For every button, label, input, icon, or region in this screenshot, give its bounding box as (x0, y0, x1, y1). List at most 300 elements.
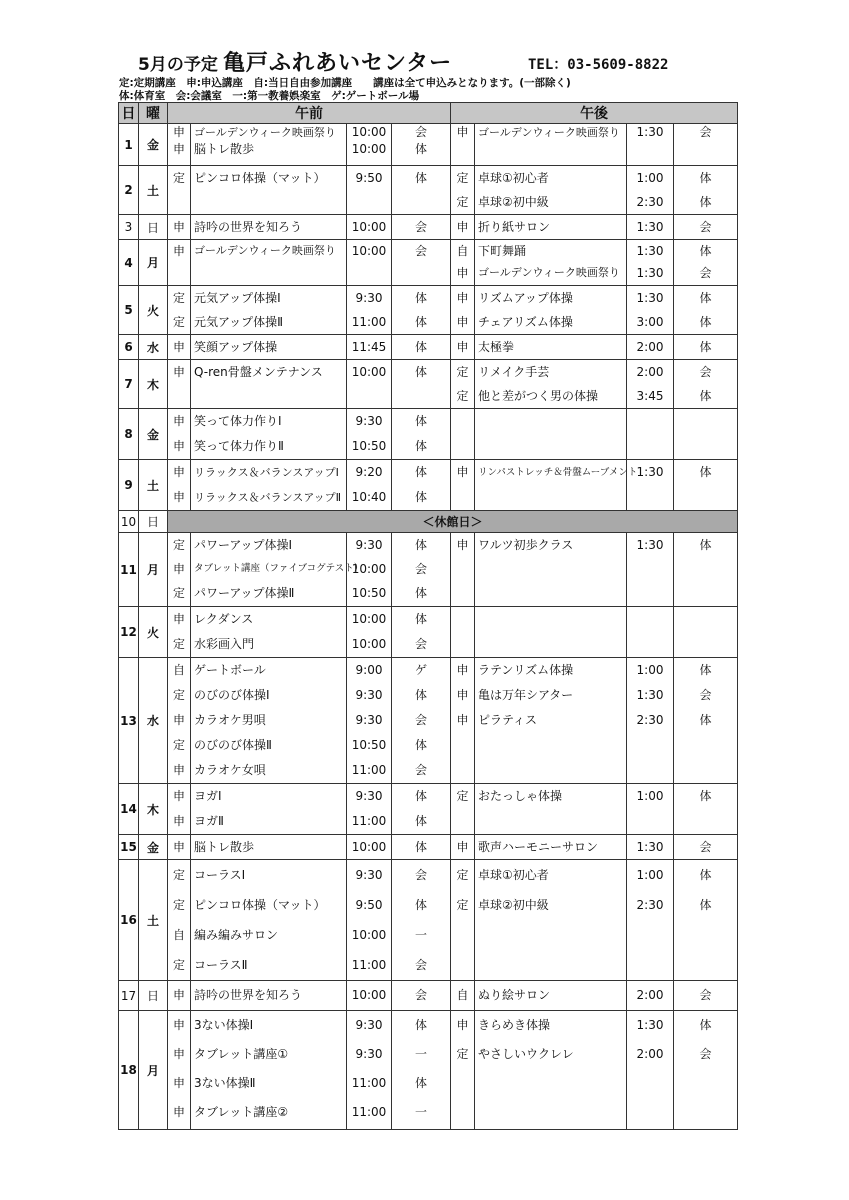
am-room-cell (392, 124, 451, 166)
pm-room: 体 (699, 465, 712, 479)
am-title: ゲートボール (194, 663, 266, 677)
pm-time-cell (627, 240, 674, 286)
am-time: 9:30 (355, 538, 383, 552)
pm-room-cell (674, 860, 738, 981)
am-title: 3ない体操Ⅰ (194, 1018, 254, 1032)
am-room-cell (392, 460, 451, 511)
am-title-cell (191, 607, 347, 658)
pm-type: 定 (456, 365, 469, 379)
pm-title-cell (475, 360, 627, 409)
am-time: 10:00 (351, 988, 387, 1002)
pm-room-cell (674, 360, 738, 409)
pm-room: 体 (699, 789, 712, 803)
weekday: 金 (139, 124, 168, 166)
weekday: 水 (139, 335, 168, 360)
pm-time: 2:30 (636, 713, 664, 727)
am-time-cell (347, 409, 392, 460)
weekday: 月 (139, 1011, 168, 1130)
am-room: 会 (414, 637, 427, 651)
am-time: 11:00 (351, 315, 387, 329)
pm-title: 卓球①初心者 (478, 171, 549, 185)
am-title-cell (191, 784, 347, 835)
pm-time: 1:00 (636, 171, 664, 185)
am-time: 9:30 (355, 713, 383, 727)
am-title-cell (191, 835, 347, 860)
am-room: 会 (414, 958, 427, 972)
month-label: 5月の予定 (138, 55, 218, 75)
pm-title-cell (475, 658, 627, 784)
am-time: 10:00 (351, 142, 387, 156)
pm-room: 体 (699, 868, 712, 882)
day-number: 11 (119, 533, 139, 607)
am-type: 定 (172, 538, 185, 552)
am-title: ゴールデンウィーク映画祭り (194, 244, 336, 257)
am-title-cell (191, 215, 347, 240)
pm-title: きらめき体操 (478, 1018, 551, 1032)
closed-day-banner: ＜休館日＞ (168, 511, 738, 533)
am-time: 10:00 (351, 637, 387, 651)
pm-room: 会 (699, 125, 712, 139)
weekday: 土 (139, 460, 168, 511)
col-weekday-header: 曜 (139, 103, 168, 124)
am-type-cell (168, 533, 191, 607)
am-title: 笑顔アップ体操 (194, 340, 278, 354)
am-title: パワーアップ体操Ⅰ (194, 538, 293, 552)
pm-type-cell (451, 360, 475, 409)
table-row (119, 511, 738, 533)
am-type: 定 (172, 637, 185, 651)
am-type: 定 (172, 315, 185, 329)
pm-title: おたっしゃ体操 (478, 789, 563, 803)
am-type-cell (168, 286, 191, 335)
weekday: 月 (139, 240, 168, 286)
pm-type-cell (451, 533, 475, 607)
pm-title: 亀は万年シアター (478, 688, 574, 702)
pm-title: ゴールデンウィーク映画祭り (478, 126, 620, 139)
pm-type: 申 (456, 465, 469, 479)
pm-type: 自 (456, 988, 469, 1002)
am-room-cell (392, 658, 451, 784)
am-title: タブレット講座② (194, 1105, 289, 1119)
pm-time-cell (627, 409, 674, 460)
pm-type: 定 (456, 171, 469, 185)
am-type: 定 (172, 586, 185, 600)
am-type: 申 (172, 814, 185, 828)
am-time-cell (347, 240, 392, 286)
am-title: コーラスⅠ (194, 868, 246, 882)
pm-room-cell (674, 607, 738, 658)
table-row (119, 409, 738, 460)
am-type: 定 (172, 291, 185, 305)
table-row (119, 860, 738, 981)
pm-title-cell (475, 409, 627, 460)
day-number: 15 (119, 835, 139, 860)
am-type: 申 (172, 763, 185, 777)
pm-header: 午後 (451, 103, 738, 124)
am-type: 定 (172, 898, 185, 912)
pm-time: 2:00 (636, 340, 664, 354)
am-title: タブレット講座① (194, 1047, 289, 1061)
pm-type: 定 (456, 195, 469, 209)
am-type: 定 (172, 868, 185, 882)
pm-type-cell (451, 460, 475, 511)
pm-type: 定 (456, 868, 469, 882)
pm-time-cell (627, 124, 674, 166)
day-number: 18 (119, 1011, 139, 1130)
am-type: 申 (172, 840, 185, 854)
am-room-cell (392, 215, 451, 240)
am-title: 元気アップ体操Ⅱ (194, 315, 284, 329)
am-time: 9:30 (355, 868, 383, 882)
am-title: カラオケ男唄 (194, 713, 266, 727)
pm-type-cell (451, 335, 475, 360)
am-time: 10:00 (351, 840, 387, 854)
pm-title-cell (475, 460, 638, 511)
am-room: 体 (414, 340, 427, 354)
am-type: 申 (172, 340, 185, 354)
am-room: 体 (414, 538, 427, 552)
am-title-cell (191, 409, 347, 460)
schedule-table (118, 102, 738, 1130)
schedule-body (119, 124, 738, 1130)
am-title-cell (191, 240, 347, 286)
day-number: 8 (119, 409, 139, 460)
pm-time: 1:30 (636, 220, 664, 234)
am-time: 11:00 (351, 814, 387, 828)
pm-room: 体 (699, 713, 712, 727)
am-time: 10:00 (351, 612, 387, 626)
am-title-cell (191, 286, 347, 335)
pm-time: 1:30 (636, 465, 664, 479)
am-time: 10:40 (351, 490, 387, 504)
am-room: 体 (414, 738, 427, 752)
pm-room-cell (674, 1011, 738, 1130)
pm-room-cell (674, 460, 738, 511)
pm-room: 会 (699, 1047, 712, 1061)
am-title: Q-ren骨盤メンテナンス (194, 365, 323, 379)
pm-title-cell (475, 240, 627, 286)
pm-type-cell (451, 166, 475, 215)
weekday: 金 (139, 835, 168, 860)
am-time: 11:00 (351, 1105, 387, 1119)
am-room-cell (392, 335, 451, 360)
am-type: 申 (172, 1018, 185, 1032)
am-room-cell (392, 835, 451, 860)
am-room-cell (392, 286, 451, 335)
am-title: 笑って体力作りⅠ (194, 414, 282, 428)
am-type: 申 (172, 713, 185, 727)
pm-type: 定 (456, 389, 469, 403)
am-title-cell (191, 335, 347, 360)
day-number: 16 (119, 860, 139, 981)
am-title: 笑って体力作りⅡ (194, 439, 284, 453)
pm-type-cell (451, 658, 475, 784)
am-room: 体 (414, 789, 427, 803)
table-row (119, 124, 738, 166)
am-time: 9:30 (355, 688, 383, 702)
am-title: 脳トレ散歩 (194, 840, 255, 854)
am-room: 体 (414, 898, 427, 912)
am-type: 申 (172, 490, 185, 504)
pm-room: 会 (699, 266, 712, 280)
am-title: ピンコロ体操（マット） (194, 898, 326, 912)
pm-title: ラテンリズム体操 (478, 663, 574, 677)
am-time-cell (347, 335, 392, 360)
am-type: 定 (172, 738, 185, 752)
am-room: 会 (414, 713, 427, 727)
pm-room-cell (674, 835, 738, 860)
am-type-cell (168, 658, 191, 784)
am-time: 9:50 (355, 898, 383, 912)
am-type: 申 (172, 125, 185, 139)
am-room: 体 (414, 1076, 427, 1090)
pm-title: ワルツ初歩クラス (478, 538, 574, 552)
pm-title: チェアリズム体操 (478, 315, 573, 329)
pm-title-cell (475, 860, 627, 981)
am-time: 9:20 (355, 465, 383, 479)
telephone: TEL：03-5609-8822 (528, 57, 669, 73)
pm-type-cell (451, 215, 475, 240)
pm-type-cell (451, 835, 475, 860)
am-room: 体 (414, 465, 427, 479)
am-time: 9:30 (355, 414, 383, 428)
pm-type-cell (451, 607, 475, 658)
weekday: 土 (139, 166, 168, 215)
am-room: 体 (414, 315, 427, 329)
pm-time-cell (627, 335, 674, 360)
am-type-cell (168, 360, 191, 409)
pm-time: 2:30 (636, 898, 664, 912)
am-type: 自 (172, 928, 185, 942)
day-number: 3 (119, 215, 139, 240)
am-room: 体 (414, 171, 427, 185)
table-row (119, 658, 738, 784)
am-type-cell (168, 784, 191, 835)
day-number: 10 (119, 511, 139, 533)
am-title: リラックス＆バランスアップⅠ (194, 466, 339, 479)
am-title-cell (191, 360, 347, 409)
pm-type-cell (451, 981, 475, 1011)
am-type-cell (168, 215, 191, 240)
am-type-cell (168, 335, 191, 360)
pm-title-cell (475, 607, 627, 658)
am-room: 会 (414, 220, 427, 234)
pm-title-cell (475, 286, 627, 335)
pm-room-cell (674, 409, 738, 460)
pm-room-cell (674, 286, 738, 335)
am-time-cell (347, 981, 392, 1011)
pm-title-cell (475, 835, 627, 860)
pm-room-cell (674, 166, 738, 215)
pm-title: リンパストレッチ＆骨盤ムーブメント (478, 467, 638, 478)
pm-room: 体 (699, 389, 712, 403)
am-title-cell (191, 460, 347, 511)
am-type-cell (168, 124, 191, 166)
pm-type: 申 (456, 840, 469, 854)
am-time: 11:00 (351, 1076, 387, 1090)
table-row (119, 1011, 738, 1130)
am-room: 体 (414, 1018, 427, 1032)
pm-title: ピラティス (478, 713, 538, 727)
am-time: 10:00 (351, 244, 387, 258)
pm-room: 会 (699, 365, 712, 379)
pm-type: 申 (456, 220, 469, 234)
am-type: 申 (172, 244, 185, 258)
am-title: 3ない体操Ⅱ (194, 1076, 256, 1090)
pm-room-cell (674, 981, 738, 1011)
weekday: 木 (139, 784, 168, 835)
am-time: 10:50 (351, 586, 387, 600)
pm-type: 定 (456, 1047, 469, 1061)
am-title: リラックス＆バランスアップⅡ (194, 491, 341, 504)
legend-rooms: 体:体育室 会:会議室 一:第一教養娯楽室 ゲ:ゲートボール場 (119, 90, 420, 102)
table-header-row (119, 103, 738, 124)
am-time: 10:00 (351, 562, 387, 576)
am-type: 申 (172, 612, 185, 626)
pm-time: 2:00 (636, 988, 664, 1002)
pm-title: リズムアップ体操 (478, 291, 573, 305)
weekday: 日 (139, 511, 168, 533)
pm-room: 体 (699, 1018, 712, 1032)
pm-time-cell (627, 360, 674, 409)
am-time: 9:00 (355, 663, 383, 677)
am-time: 9:30 (355, 1018, 383, 1032)
am-time-cell (347, 215, 392, 240)
weekday: 火 (139, 286, 168, 335)
pm-time-cell (627, 1011, 674, 1130)
am-room-cell (392, 981, 451, 1011)
am-time: 10:00 (351, 928, 387, 942)
pm-title-cell (475, 166, 627, 215)
am-type: 定 (172, 688, 185, 702)
pm-type-cell (451, 286, 475, 335)
am-header: 午前 (168, 103, 451, 124)
am-type: 申 (172, 220, 185, 234)
pm-time: 3:00 (636, 315, 664, 329)
table-row (119, 286, 738, 335)
pm-time-cell (627, 658, 674, 784)
pm-title: ぬり絵サロン (478, 988, 551, 1002)
pm-title: 歌声ハーモニーサロン (478, 840, 599, 854)
pm-type: 申 (456, 1018, 469, 1032)
am-room-cell (392, 533, 451, 607)
pm-room-cell (674, 533, 738, 607)
am-type-cell (168, 981, 191, 1011)
pm-room: 体 (699, 340, 712, 354)
am-room: 会 (414, 562, 427, 576)
day-number: 4 (119, 240, 139, 286)
pm-type-cell (451, 860, 475, 981)
am-room: 会 (414, 988, 427, 1002)
table-row (119, 784, 738, 835)
pm-type-cell (451, 124, 475, 166)
am-title: ヨガⅡ (194, 814, 224, 828)
am-type: 申 (172, 365, 185, 379)
pm-title: 太極拳 (478, 340, 515, 354)
am-type-cell (168, 166, 191, 215)
pm-room: 体 (699, 898, 712, 912)
weekday: 日 (139, 981, 168, 1011)
weekday: 水 (139, 658, 168, 784)
pm-room: 会 (699, 220, 712, 234)
am-time: 9:30 (355, 789, 383, 803)
pm-type: 申 (456, 266, 469, 280)
pm-time-cell (627, 835, 674, 860)
pm-type-cell (451, 409, 475, 460)
am-time: 10:50 (351, 738, 387, 752)
am-time: 11:00 (351, 958, 387, 972)
pm-time-cell (627, 215, 674, 240)
am-title: パワーアップ体操Ⅱ (194, 586, 295, 600)
day-number: 2 (119, 166, 139, 215)
weekday: 金 (139, 409, 168, 460)
pm-title-cell (475, 124, 627, 166)
am-title: 詩吟の世界を知ろう (194, 988, 303, 1002)
table-row (119, 215, 738, 240)
am-type: 申 (172, 1076, 185, 1090)
pm-title: ゴールデンウィーク映画祭り (478, 266, 620, 279)
day-number: 13 (119, 658, 139, 784)
pm-room: 会 (699, 688, 712, 702)
am-room: 会 (414, 244, 427, 258)
pm-room: 体 (699, 291, 712, 305)
pm-room: 体 (699, 171, 712, 185)
am-time-cell (347, 286, 392, 335)
am-room: 体 (414, 612, 427, 626)
weekday: 日 (139, 215, 168, 240)
am-time: 10:00 (351, 220, 387, 234)
pm-title: リメイク手芸 (478, 365, 550, 379)
am-title: ゴールデンウィーク映画祭り (194, 126, 336, 139)
pm-title: 卓球①初心者 (478, 868, 549, 882)
am-type-cell (168, 460, 191, 511)
am-room: 一 (414, 1047, 427, 1061)
am-title: カラオケ女唄 (194, 763, 266, 777)
pm-title-cell (475, 215, 627, 240)
pm-title: 卓球②初中級 (478, 195, 549, 209)
am-time-cell (347, 166, 392, 215)
am-time: 11:00 (351, 763, 387, 777)
table-row (119, 166, 738, 215)
am-type: 定 (172, 171, 185, 185)
pm-time: 1:30 (636, 125, 664, 139)
day-number: 12 (119, 607, 139, 658)
am-room: 体 (414, 142, 427, 156)
pm-time: 3:45 (636, 389, 664, 403)
am-room: 会 (414, 763, 427, 777)
am-time-cell (347, 124, 392, 166)
pm-room-cell (674, 784, 738, 835)
pm-time-cell (627, 981, 674, 1011)
pm-time-cell (627, 286, 674, 335)
am-title: レクダンス (194, 612, 254, 626)
pm-room: 体 (699, 244, 712, 258)
am-type: 申 (172, 142, 185, 156)
pm-room-cell (674, 240, 738, 286)
day-number: 5 (119, 286, 139, 335)
am-room-cell (392, 860, 451, 981)
am-type-cell (168, 607, 191, 658)
pm-time: 2:00 (636, 365, 664, 379)
pm-time: 1:30 (636, 1018, 664, 1032)
am-room: 体 (414, 439, 427, 453)
am-title-cell (191, 860, 347, 981)
am-type-cell (168, 1011, 191, 1130)
am-room-cell (392, 360, 451, 409)
am-room: 体 (414, 291, 427, 305)
am-room: 体 (414, 490, 427, 504)
am-title: のびのび体操Ⅰ (194, 688, 270, 702)
